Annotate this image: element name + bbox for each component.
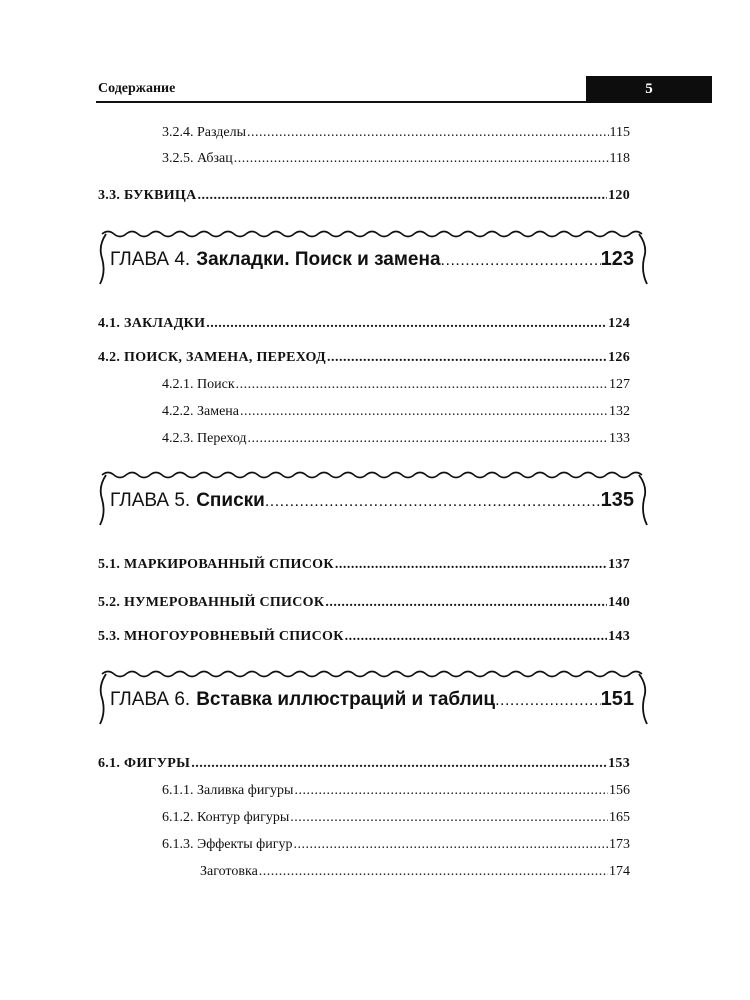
toc-entry-label: 5.2. НУМЕРОВАННЫЙ СПИСОК bbox=[98, 595, 325, 610]
toc-entry-label: 3.3. БУКВИЦА bbox=[98, 188, 197, 203]
chapter-5-heading[interactable] bbox=[96, 469, 652, 529]
chapter-prefix: ГЛАВА 4. bbox=[110, 249, 191, 270]
toc-entry-label: 3.2.5. Абзац bbox=[162, 151, 233, 166]
header-title: Содержание bbox=[98, 81, 176, 96]
leader-dots bbox=[206, 316, 607, 332]
toc-entry-label: Заготовка bbox=[200, 864, 258, 879]
toc-entry-page: 124 bbox=[608, 316, 630, 331]
toc-entry-page: 133 bbox=[609, 431, 630, 446]
chapter-6-heading[interactable] bbox=[96, 668, 652, 728]
toc-entry-6-1-3[interactable] bbox=[162, 837, 630, 853]
chapter-line bbox=[110, 248, 634, 271]
toc-entry-zagotovka[interactable] bbox=[200, 864, 630, 880]
toc-entry-page: 156 bbox=[609, 783, 630, 798]
chapter-4-heading[interactable] bbox=[96, 228, 652, 288]
chapter-page: 151 bbox=[600, 688, 634, 710]
toc-entry-4-2-3[interactable] bbox=[162, 431, 630, 447]
leader-dots bbox=[248, 431, 608, 447]
leader-dots bbox=[198, 188, 608, 204]
leader-dots bbox=[191, 756, 607, 772]
chapter-title: Закладки. Поиск и замена bbox=[196, 249, 441, 270]
toc-entry-5-3[interactable] bbox=[98, 629, 630, 645]
toc-entry-page: 127 bbox=[609, 377, 630, 392]
leader-dots bbox=[290, 810, 608, 826]
toc-entry-3-2-4[interactable] bbox=[162, 125, 630, 141]
toc-entry-4-2-2[interactable] bbox=[162, 404, 630, 420]
leader-dots bbox=[327, 350, 607, 366]
leader-dots bbox=[234, 151, 609, 167]
toc-entry-page: 174 bbox=[609, 864, 630, 879]
page-number: 5 bbox=[586, 76, 712, 103]
toc-entry-label: 6.1. ФИГУРЫ bbox=[98, 756, 191, 771]
toc-entry-page: 120 bbox=[608, 188, 630, 203]
toc-entry-label: 4.2.3. Переход bbox=[162, 431, 247, 446]
toc-entry-label: 6.1.1. Заливка фигуры bbox=[162, 783, 294, 798]
toc-entry-4-1[interactable] bbox=[98, 316, 630, 332]
chapter-prefix: ГЛАВА 5. bbox=[110, 490, 191, 511]
leader-dots bbox=[345, 629, 607, 645]
leader-dots bbox=[293, 837, 608, 853]
toc-entry-label: 5.3. МНОГОУРОВНЕВЫЙ СПИСОК bbox=[98, 629, 344, 644]
toc-entry-label: 3.2.4. Разделы bbox=[162, 125, 247, 140]
toc-entry-page: 143 bbox=[608, 629, 630, 644]
leader-dots bbox=[441, 252, 601, 270]
toc-entry-page: 115 bbox=[609, 125, 630, 140]
toc-entry-page: 140 bbox=[608, 595, 630, 610]
leader-dots bbox=[265, 493, 601, 511]
toc-entry-page: 137 bbox=[608, 557, 630, 572]
toc-entry-page: 165 bbox=[609, 810, 630, 825]
toc-entry-3-2-5[interactable] bbox=[162, 151, 630, 167]
toc-entry-5-1[interactable] bbox=[98, 557, 630, 573]
toc-entry-6-1-1[interactable] bbox=[162, 783, 630, 799]
toc-entry-label: 4.2.1. Поиск bbox=[162, 377, 235, 392]
toc-entry-page: 153 bbox=[608, 756, 630, 771]
toc-entry-page: 126 bbox=[608, 350, 630, 365]
leader-dots bbox=[335, 557, 607, 573]
leader-dots bbox=[294, 783, 608, 799]
chapter-line bbox=[110, 688, 634, 711]
toc-entry-4-2-1[interactable] bbox=[162, 377, 630, 393]
toc-entry-6-1-2[interactable] bbox=[162, 810, 630, 826]
toc-entry-page: 173 bbox=[609, 837, 630, 852]
toc-entry-label: 6.1.3. Эффекты фигур bbox=[162, 837, 293, 852]
toc-entry-label: 4.2.2. Замена bbox=[162, 404, 240, 419]
chapter-page: 135 bbox=[600, 489, 634, 511]
leader-dots bbox=[240, 404, 608, 420]
leader-dots bbox=[259, 864, 608, 880]
chapter-prefix: ГЛАВА 6. bbox=[110, 689, 191, 710]
leader-dots bbox=[325, 595, 607, 611]
toc-entry-6-1[interactable] bbox=[98, 756, 630, 772]
leader-dots bbox=[495, 692, 601, 710]
toc-entry-label: 5.1. МАРКИРОВАННЫЙ СПИСОК bbox=[98, 557, 334, 572]
toc-entry-4-2[interactable] bbox=[98, 350, 630, 366]
toc-entry-label: 4.1. ЗАКЛАДКИ bbox=[98, 316, 206, 331]
toc-entry-page: 132 bbox=[609, 404, 630, 419]
toc-entry-page: 118 bbox=[609, 151, 630, 166]
toc-entry-5-2[interactable] bbox=[98, 595, 630, 611]
leader-dots bbox=[236, 377, 608, 393]
chapter-title: Вставка иллюстраций и таблиц bbox=[196, 689, 496, 710]
running-header bbox=[96, 76, 712, 103]
chapter-line bbox=[110, 489, 634, 512]
toc-entry-label: 4.2. ПОИСК, ЗАМЕНА, ПЕРЕХОД bbox=[98, 350, 326, 365]
chapter-page: 123 bbox=[600, 248, 634, 270]
toc-entry-label: 6.1.2. Контур фигуры bbox=[162, 810, 290, 825]
chapter-title: Списки bbox=[196, 490, 265, 511]
leader-dots bbox=[247, 125, 609, 141]
toc-entry-3-3[interactable] bbox=[98, 188, 630, 204]
